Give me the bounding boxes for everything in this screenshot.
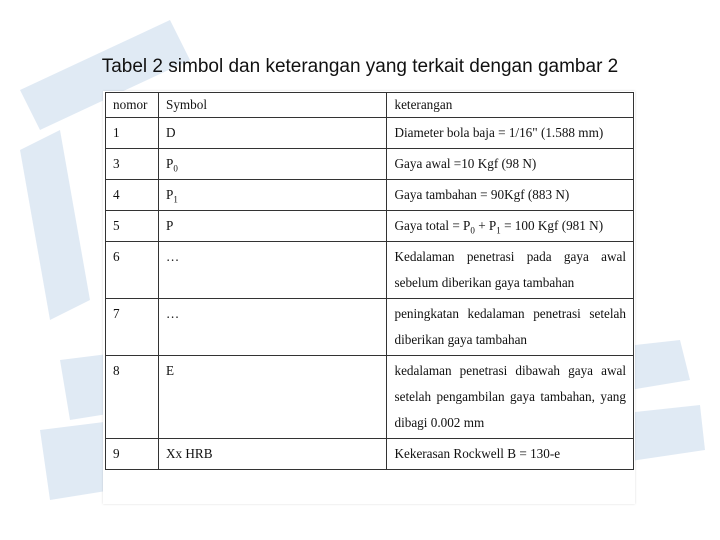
symbol-base: P xyxy=(165,187,174,202)
cell-symbol xyxy=(158,149,386,180)
header-nomor: nomor xyxy=(106,93,159,118)
ket-part: Gaya total = P xyxy=(394,218,471,233)
cell-nomor: 7 xyxy=(106,299,159,356)
cell-keterangan: peningkatan kedalaman penetrasi setelah diberikan gaya tambahan xyxy=(387,299,634,356)
table-row xyxy=(106,242,634,299)
ket-part: + P xyxy=(474,218,497,233)
cell-keterangan xyxy=(387,211,634,242)
cell-symbol: D xyxy=(158,118,386,149)
cell-symbol: … xyxy=(158,299,386,356)
cell-symbol: … xyxy=(158,242,386,299)
cell-nomor: 9 xyxy=(106,439,159,470)
cell-nomor: 6 xyxy=(106,242,159,299)
table-row xyxy=(106,439,634,470)
header-keterangan: keterangan xyxy=(387,93,634,118)
table-row xyxy=(106,118,634,149)
cell-keterangan: Kekerasan Rockwell B = 130-e xyxy=(387,439,634,470)
cell-keterangan: Gaya tambahan = 90Kgf (883 N) xyxy=(387,180,634,211)
symbol-base: P xyxy=(165,156,174,171)
table-row xyxy=(106,299,634,356)
cell-keterangan: Diameter bola baja = 1/16" (1.588 mm) xyxy=(387,118,634,149)
symbol-table-container xyxy=(103,91,635,504)
symbol-subscript: 0 xyxy=(173,163,178,174)
symbol-table xyxy=(105,92,634,470)
cell-nomor: 4 xyxy=(106,180,159,211)
cell-symbol: P xyxy=(158,211,386,242)
slide-title: Tabel 2 simbol dan keterangan yang terkait dengan gambar 2 xyxy=(101,56,619,77)
cell-symbol xyxy=(158,180,386,211)
cell-keterangan: kedalaman penetrasi dibawah gaya awal setelah pengambilan gaya tambahan, yang dibagi 0.002 mm xyxy=(387,356,634,439)
cell-keterangan: Gaya awal =10 Kgf (98 N) xyxy=(387,149,634,180)
symbol-subscript: 1 xyxy=(173,194,178,205)
table-header-row xyxy=(106,93,634,118)
cell-nomor: 3 xyxy=(106,149,159,180)
cell-symbol: Xx HRB xyxy=(158,439,386,470)
table-row xyxy=(106,211,634,242)
header-symbol: Symbol xyxy=(158,93,386,118)
cell-symbol: E xyxy=(158,356,386,439)
cell-nomor: 1 xyxy=(106,118,159,149)
table-row xyxy=(106,149,634,180)
cell-nomor: 5 xyxy=(106,211,159,242)
cell-nomor: 8 xyxy=(106,356,159,439)
ket-subscript: 1 xyxy=(496,225,501,236)
table-row xyxy=(106,180,634,211)
cell-keterangan: Kedalaman penetrasi pada gaya awal sebelum diberikan gaya tambahan xyxy=(387,242,634,299)
ket-subscript: 0 xyxy=(470,225,475,236)
table-row xyxy=(106,356,634,439)
ket-part: = 100 Kgf (981 N) xyxy=(500,218,604,233)
